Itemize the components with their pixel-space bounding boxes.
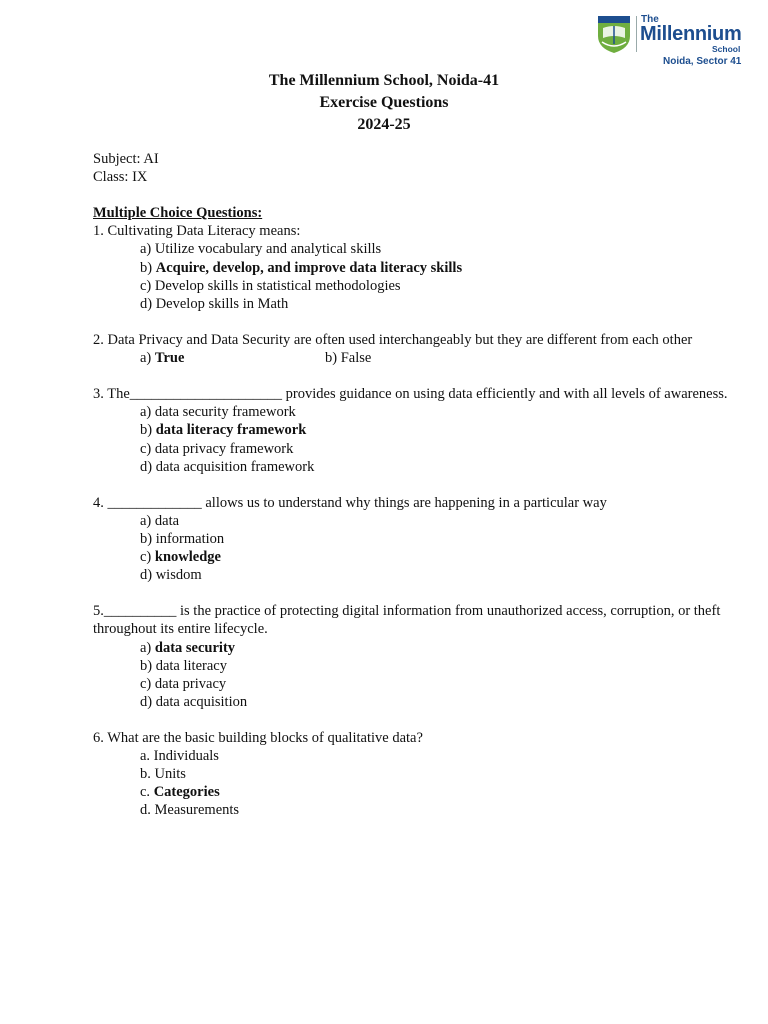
logo-name: Millennium <box>640 23 742 45</box>
q2-option-a-answer: True <box>154 350 185 367</box>
question-1: 1. Cultivating Data Literacy means: <box>93 223 301 240</box>
subject-line: Subject: AI <box>93 151 159 167</box>
class-line: Class: IX <box>93 169 148 186</box>
q6-option-c-label: c. <box>140 784 154 801</box>
q6-option-b: b. Units <box>140 766 186 783</box>
question-3: 3. The_____________________ provides guidance on using data efficiently and with all levels of awareness. <box>93 386 728 403</box>
document-body <box>93 150 733 819</box>
page-header <box>0 70 768 136</box>
q5-option-a <box>93 639 733 657</box>
q4-option-c-label: c) <box>140 549 155 566</box>
q1-option-c: c) Develop skills in statistical methodologies <box>140 277 401 294</box>
q4-option-b: b) information <box>140 530 225 547</box>
q6-option-c-answer: Categories <box>153 784 220 801</box>
q4-option-a: a) data <box>140 512 180 529</box>
section-heading: Multiple Choice Questions: <box>93 205 263 222</box>
logo-divider <box>636 16 637 52</box>
q6-option-c <box>93 783 733 801</box>
q3-option-b-answer: data literacy framework <box>155 422 307 439</box>
academic-year: 2024-25 <box>357 116 411 133</box>
q2-option-b: b) False <box>325 350 372 367</box>
q5-option-c: c) data privacy <box>140 675 227 692</box>
logo-place: Noida, Sector 41 <box>663 56 742 67</box>
q4-option-d: d) wisdom <box>140 567 202 584</box>
q3-option-b-label: b) <box>140 422 156 439</box>
q1-option-b-label: b) <box>140 259 156 276</box>
q1-option-a: a) Utilize vocabulary and analytical skills <box>140 241 382 258</box>
question-2: 2. Data Privacy and Data Security are often used interchangeably but they are different from each other <box>93 331 693 348</box>
q5-option-a-answer: data security <box>154 639 236 656</box>
q5-option-b: b) data literacy <box>140 657 227 674</box>
school-title: The Millennium School, Noida-41 <box>268 72 500 89</box>
question-5: 5.__________ is the practice of protecting digital information from unauthorized access, corruption, or theft throughout its entire lifecycle. <box>93 603 721 638</box>
q2-options <box>93 349 733 367</box>
q3-option-c: c) data privacy framework <box>140 440 294 457</box>
logo-the: The <box>641 14 659 25</box>
q3-option-d: d) data acquisition framework <box>140 458 315 475</box>
q4-option-c <box>93 548 733 566</box>
question-4: 4. _____________ allows us to understand why things are happening in a particular way <box>93 494 607 511</box>
q3-option-b <box>93 421 733 439</box>
q4-option-c-answer: knowledge <box>154 549 221 566</box>
document-title: Exercise Questions <box>319 94 449 111</box>
school-crest-icon <box>596 14 632 54</box>
q2-option-a-label: a) <box>140 350 155 367</box>
school-logo <box>596 14 746 68</box>
q1-option-b <box>93 259 733 277</box>
q5-option-d: d) data acquisition <box>140 693 248 710</box>
q3-option-a: a) data security framework <box>140 404 296 421</box>
q5-option-a-label: a) <box>140 639 155 656</box>
q6-option-a: a. Individuals <box>140 748 219 765</box>
q1-option-b-answer: Acquire, develop, and improve data literacy skills <box>155 259 463 276</box>
q1-option-d: d) Develop skills in Math <box>140 295 289 312</box>
logo-school: School <box>712 44 741 54</box>
q6-option-d: d. Measurements <box>140 802 240 819</box>
question-6: 6. What are the basic building blocks of qualitative data? <box>93 730 423 746</box>
